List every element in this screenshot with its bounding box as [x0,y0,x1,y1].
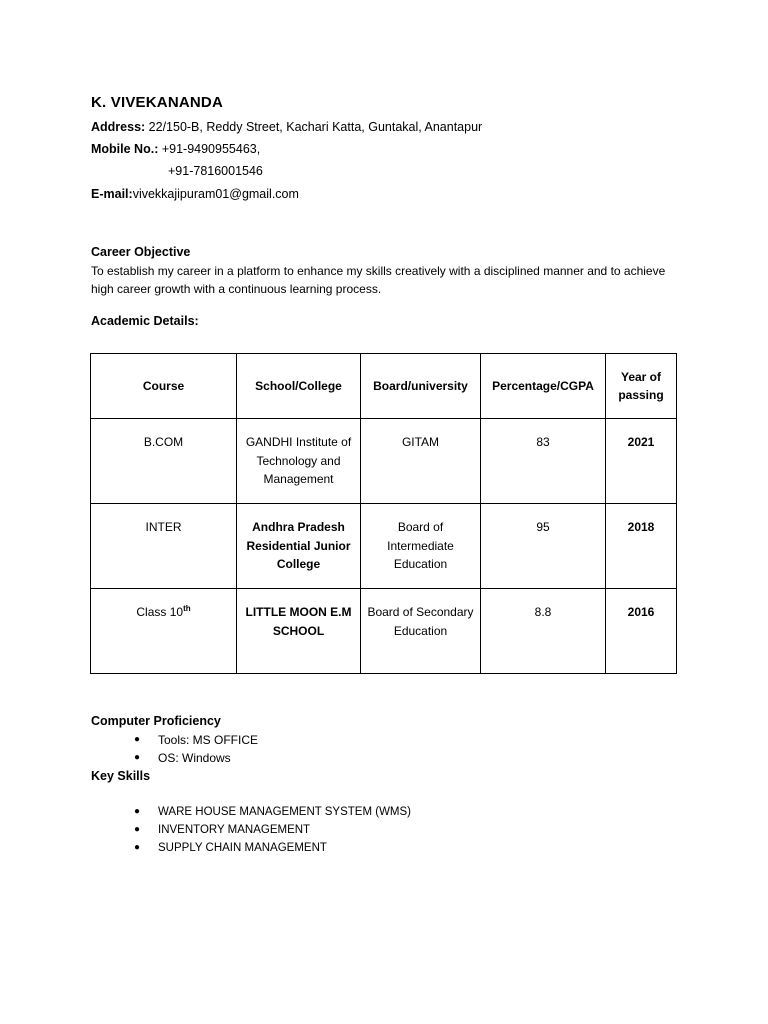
career-objective-heading: Career Objective [91,245,191,259]
list-item: ● OS: Windows [134,751,231,765]
header-percentage: Percentage/CGPA [481,354,606,419]
career-objective-text: To establish my career in a platform to enhance my skills creatively with a disciplined manner and to achieve high career growth with a continuous learning process. [91,264,666,296]
bullet-icon: ● [134,734,141,745]
address-label: Address: [91,120,146,134]
header-board: Board/university [361,354,481,419]
mobile-line [91,142,260,156]
bullet-icon: ● [134,806,141,817]
address-line [91,120,482,134]
email-line [91,187,299,201]
header-school: School/College [237,354,361,419]
table-row [91,419,677,504]
cell-percentage: 8.8 [481,589,606,674]
table-row [91,589,677,674]
bullet-icon: ● [134,824,141,835]
mobile-value-1: +91-9490955463, [158,142,261,156]
cell-board: Board of Intermediate Education [361,504,481,589]
cell-course: B.COM [91,419,237,504]
computer-proficiency-heading: Computer Proficiency [91,714,221,728]
address-value: 22/150-B, Reddy Street, Kachari Katta, Guntakal, Anantapur [145,120,483,134]
cell-course: Class 10th [91,589,237,674]
mobile-value-2: +91-7816001546 [168,164,263,178]
list-item: ● Tools: MS OFFICE [134,733,259,747]
cell-school: GANDHI Institute of Technology and Management [237,419,361,504]
cell-school: Andhra Pradesh Residential Junior College [237,504,361,589]
list-item: ● SUPPLY CHAIN MANAGEMENT [91,839,411,857]
email-value[interactable]: vivekkajipuram01@gmail.com [132,187,299,201]
computer-proficiency-list [91,731,258,767]
mobile-label: Mobile No.: [91,142,159,156]
cell-board: GITAM [361,419,481,504]
header-course: Course [91,354,237,419]
candidate-name: K. VIVEKANANDA [91,94,223,111]
table-row [91,504,677,589]
cell-percentage: 95 [481,504,606,589]
table-header-row [91,354,677,419]
cell-course: INTER [91,504,237,589]
cell-percentage: 83 [481,419,606,504]
academic-details-heading: Academic Details: [91,314,199,328]
cell-year: 2021 [606,419,677,504]
email-label: E-mail: [91,187,133,201]
key-skills-list [91,803,411,857]
header-year: Year of passing [606,354,677,419]
bullet-icon: ● [134,752,141,763]
cell-year: 2018 [606,504,677,589]
list-item: ● WARE HOUSE MANAGEMENT SYSTEM (WMS) [91,803,411,821]
bullet-icon: ● [134,842,141,853]
cell-board: Board of Secondary Education [361,589,481,674]
cell-year: 2016 [606,589,677,674]
academic-table [90,353,677,674]
cell-school: LITTLE MOON E.M SCHOOL [237,589,361,674]
key-skills-heading: Key Skills [91,769,151,783]
list-item: ● INVENTORY MANAGEMENT [91,821,411,839]
